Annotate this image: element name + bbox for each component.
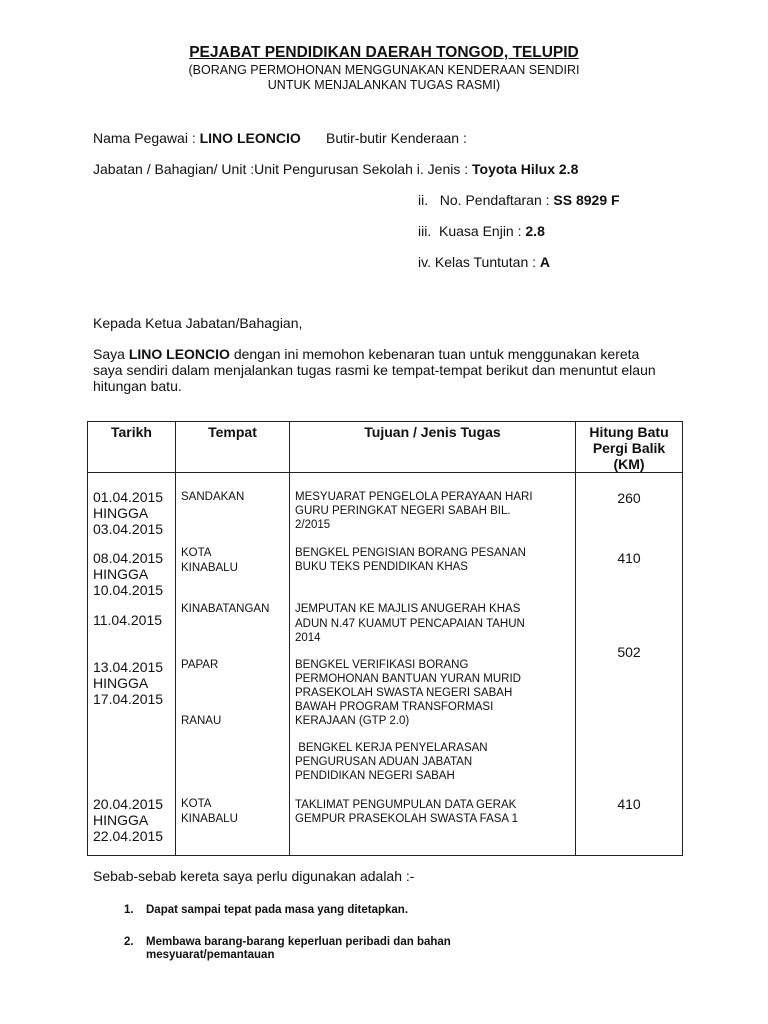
reason-item-1: Dapat sampai tepat pada masa yang ditetapkan. bbox=[146, 904, 409, 916]
engine-capacity-label: iii. Kuasa Enjin : bbox=[418, 223, 522, 239]
header-place-text: Tempat bbox=[208, 424, 257, 440]
header-date bbox=[88, 422, 176, 473]
km-cell bbox=[576, 473, 683, 856]
tasks-cell bbox=[290, 473, 576, 856]
km-value: 410 bbox=[617, 550, 641, 566]
place-text: KINABALU bbox=[181, 813, 238, 825]
header-mileage bbox=[576, 422, 683, 473]
date-text: 11.04.2015 bbox=[93, 612, 163, 628]
claim-class-line bbox=[418, 254, 550, 270]
date-text: 10.04.2015 bbox=[93, 582, 164, 598]
task-text: 2/2015 bbox=[295, 519, 331, 531]
task-text: 2014 bbox=[295, 632, 321, 644]
task-text: TAKLIMAT PENGUMPULAN DATA GERAK bbox=[295, 799, 517, 811]
employee-name-value: LINO LEONCIO bbox=[199, 130, 301, 146]
task-text: MESYUARAT PENGELOLA PERAYAAN HARI bbox=[295, 491, 533, 503]
engine-capacity-line bbox=[418, 223, 545, 239]
task-text: BENGKEL PENGISIAN BORANG PESANAN bbox=[295, 547, 526, 559]
place-text: KINABATANGAN bbox=[181, 603, 270, 615]
department-label: Jabatan / Bahagian/ Unit : bbox=[93, 161, 255, 177]
task-text: BENGKEL VERIFIKASI BORANG bbox=[295, 659, 469, 671]
reason-item-2-line2: mesyuarat/pemantauan bbox=[146, 949, 275, 961]
header-mileage-text: Hitung Batu Pergi Balik (KM) bbox=[589, 424, 669, 472]
task-text: BENGKEL KERJA PENYELARASAN bbox=[295, 742, 488, 754]
task-text: ADUN N.47 KUAMUT PENCAPAIAN TAHUN bbox=[295, 618, 525, 630]
department-value: Unit Pengurusan Sekolah bbox=[254, 161, 413, 177]
date-text: 22.04.2015 bbox=[93, 828, 164, 844]
dates-cell bbox=[88, 473, 176, 856]
date-text: 13.04.2015 bbox=[93, 659, 164, 675]
trips-table bbox=[87, 421, 683, 856]
km-value: 410 bbox=[617, 796, 641, 812]
claim-class-value: A bbox=[539, 254, 551, 270]
intro-name: LINO LEONCIO bbox=[128, 346, 230, 362]
office-title: PEJABAT PENDIDIKAN DAERAH TONGOD, TELUPID bbox=[189, 44, 579, 61]
vehicle-registration-line bbox=[418, 192, 620, 208]
date-text: 08.04.2015 bbox=[93, 550, 164, 566]
vehicle-type-label: Jenis : bbox=[427, 161, 469, 177]
task-text: BAWAH PROGRAM TRANSFORMASI bbox=[295, 701, 494, 713]
vehicle-type-prefix: i. bbox=[416, 161, 424, 177]
date-text: 17.04.2015 bbox=[93, 691, 164, 707]
reason-number: 1. bbox=[124, 904, 134, 916]
task-text: GEMPUR PRASEKOLAH SWASTA FASA 1 bbox=[295, 813, 519, 825]
task-text: PRASEKOLAH SWASTA NEGERI SABAH bbox=[295, 687, 513, 699]
task-text: KERAJAAN (GTP 2.0) bbox=[295, 715, 410, 727]
header-purpose-text: Tujuan / Jenis Tugas bbox=[364, 424, 501, 440]
place-text: KOTA bbox=[181, 547, 212, 559]
claim-class-label: iv. Kelas Tuntutan : bbox=[418, 254, 537, 270]
engine-capacity-value: 2.8 bbox=[525, 223, 545, 239]
place-text: KINABALU bbox=[181, 562, 238, 574]
vehicle-registration-value: SS 8929 F bbox=[553, 192, 620, 208]
task-text: JEMPUTAN KE MAJLIS ANUGERAH KHAS bbox=[295, 603, 521, 615]
place-text: SANDAKAN bbox=[181, 491, 245, 503]
vehicle-details-heading: Butir-butir Kenderaan : bbox=[326, 130, 467, 146]
header-purpose bbox=[290, 422, 576, 473]
employee-name-line bbox=[93, 130, 301, 146]
intro-line2: saya sendiri dalam menjalankan tugas rasmi ke tempat-tempat berikut dan menuntut elaun bbox=[93, 362, 656, 378]
reason-number: 2. bbox=[124, 936, 134, 948]
reasons-heading: Sebab-sebab kereta saya perlu digunakan adalah :- bbox=[93, 868, 415, 884]
km-value: 502 bbox=[617, 644, 641, 660]
date-text: HINGGA bbox=[93, 505, 149, 521]
date-text: HINGGA bbox=[93, 675, 149, 691]
place-text: RANAU bbox=[181, 715, 222, 727]
places-cell bbox=[176, 473, 290, 856]
task-text: PENDIDIKAN NEGERI SABAH bbox=[295, 770, 455, 782]
task-text: PERMOHONAN BANTUAN YURAN MURID bbox=[295, 673, 521, 685]
task-text: BUKU TEKS PENDIDIKAN KHAS bbox=[295, 561, 468, 573]
reason-item-2-line1: Membawa barang-barang keperluan peribadi dan bahan bbox=[146, 936, 451, 948]
intro-line1 bbox=[93, 346, 639, 362]
date-text: 20.04.2015 bbox=[93, 796, 164, 812]
date-text: HINGGA bbox=[93, 566, 149, 582]
date-text: 03.04.2015 bbox=[93, 521, 164, 537]
header-place bbox=[176, 422, 290, 473]
task-text: PENGURUSAN ADUAN JABATAN bbox=[295, 756, 473, 768]
table-row bbox=[88, 473, 683, 856]
employee-name-label: Nama Pegawai : bbox=[93, 130, 196, 146]
intro-line3: hitungan batu. bbox=[93, 378, 182, 394]
form-subtitle-line2: UNTUK MENJALANKAN TUGAS RASMI) bbox=[267, 78, 501, 92]
intro-prefix: Saya bbox=[93, 346, 125, 362]
vehicle-type-value: Toyota Hilux 2.8 bbox=[472, 161, 579, 177]
km-value: 260 bbox=[617, 490, 641, 506]
task-text: GURU PERINGKAT NEGERI SABAH BIL. bbox=[295, 505, 511, 517]
date-text: 01.04.2015 bbox=[93, 489, 164, 505]
date-text: HINGGA bbox=[93, 812, 149, 828]
table-header-row bbox=[88, 422, 683, 473]
department-line bbox=[93, 161, 578, 177]
salutation: Kepada Ketua Jabatan/Bahagian, bbox=[93, 315, 303, 331]
place-text: PAPAR bbox=[181, 659, 219, 671]
vehicle-registration-label: ii. No. Pendaftaran : bbox=[418, 192, 550, 208]
intro-line1-rest: dengan ini memohon kebenaran tuan untuk menggunakan kereta bbox=[233, 346, 640, 362]
form-subtitle-line1: (BORANG PERMOHONAN MENGGUNAKAN KENDERAAN SENDIRI bbox=[188, 63, 580, 77]
header-date-text: Tarikh bbox=[111, 424, 152, 440]
place-text: KOTA bbox=[181, 798, 212, 810]
